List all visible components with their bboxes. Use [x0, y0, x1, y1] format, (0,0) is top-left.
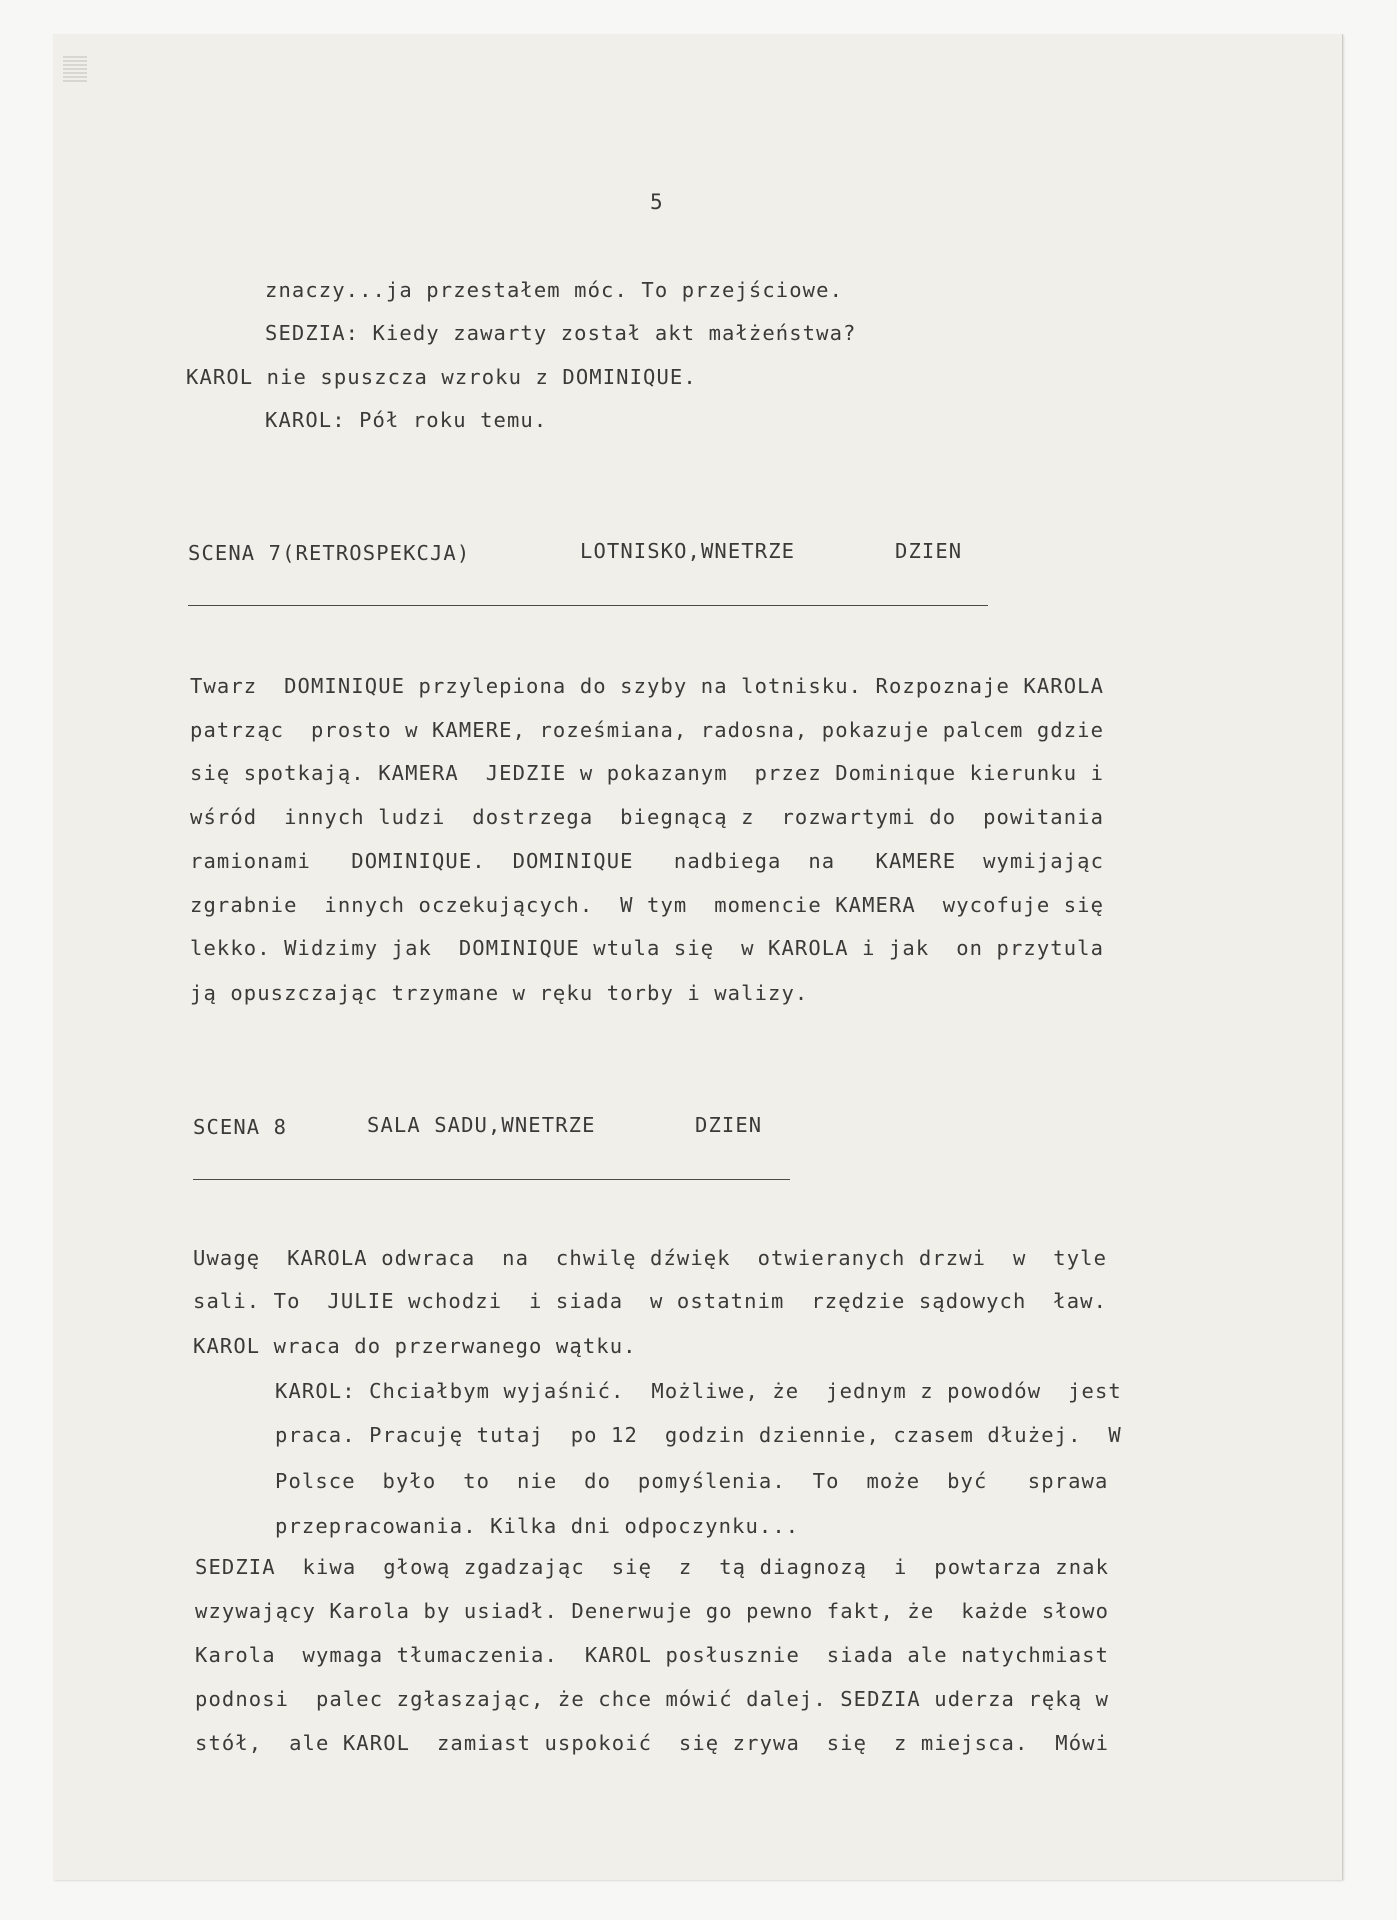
scene-8-location: SALA SADU,WNETRZE	[367, 1113, 596, 1137]
scene-7-number: SCENA 7(RETROSPEKCJA)	[188, 541, 471, 565]
scene-8-closing-line: wzywający Karola by usiadł. Denerwuje go pewno fakt, że każde słowo	[195, 1599, 1110, 1623]
scene-8-number: SCENA 8	[193, 1115, 288, 1139]
dialogue-line-karol: KAROL: Pół roku temu.	[265, 408, 548, 432]
scene-8-action-line: sali. To JULIE wchodzi i siada w ostatnim rzędzie sądowych ław.	[193, 1289, 1108, 1313]
corner-stamp-mark	[63, 56, 87, 82]
scene-8-time: DZIEN	[695, 1113, 763, 1137]
scene-8-dialogue-line: KAROL: Chciałbym wyjaśnić. Możliwe, że jednym z powodów jest	[275, 1379, 1122, 1403]
scene-8-action-line: KAROL wraca do przerwanego wątku.	[193, 1334, 637, 1358]
scene-8-closing-line: SEDZIA kiwa głową zgadzając się z tą diagnozą i powtarza znak	[195, 1555, 1110, 1579]
scene-7-line: wśród innych ludzi dostrzega biegnącą z rozwartymi do powitania	[190, 805, 1105, 829]
scene-8-dialogue-line: przepracowania. Kilka dni odpoczynku...	[275, 1514, 800, 1538]
scene-7-line: Twarz DOMINIQUE przylepiona do szyby na lotnisku. Rozpoznaje KAROLA	[190, 674, 1105, 698]
scene-7-line: lekko. Widzimy jak DOMINIQUE wtula się w KAROLA i jak on przytula	[190, 936, 1105, 960]
scene-7-line: ramionami DOMINIQUE. DOMINIQUE nadbiega na KAMERE wymijając	[190, 849, 1105, 873]
scene-7-line: się spotkają. KAMERA JEDZIE w pokazanym przez Dominique kierunku i	[190, 761, 1105, 785]
scene-8-dialogue-line: Polsce było to nie do pomyślenia. To może być sprawa	[275, 1469, 1109, 1493]
scene-7-line: ją opuszczając trzymane w ręku torby i walizy.	[190, 981, 809, 1005]
scene-7-location: LOTNISKO,WNETRZE	[580, 539, 796, 563]
dialogue-line-sedzia: SEDZIA: Kiedy zawarty został akt małżeństwa?	[265, 321, 857, 345]
scene-8-underline	[193, 1179, 790, 1180]
scene-8-closing-line: podnosi palec zgłaszając, że chce mówić dalej. SEDZIA uderza ręką w	[195, 1687, 1110, 1711]
scene-7-line: zgrabnie innych oczekujących. W tym momencie KAMERA wycofuje się	[190, 893, 1105, 917]
action-line: KAROL nie spuszcza wzroku z DOMINIQUE.	[186, 365, 697, 389]
scene-7-line: patrząc prosto w KAMERE, roześmiana, radosna, pokazuje palcem gdzie	[190, 718, 1105, 742]
scene-8-action-line: Uwagę KAROLA odwraca na chwilę dźwięk otwieranych drzwi w tyle	[193, 1246, 1108, 1270]
scene-8-closing-line: stół, ale KAROL zamiast uspokoić się zrywa się z miejsca. Mówi	[195, 1731, 1110, 1755]
scene-7-time: DZIEN	[895, 539, 963, 563]
page-number: 5	[650, 190, 663, 214]
scene-7-underline	[188, 605, 988, 606]
scene-8-dialogue-line: praca. Pracuję tutaj po 12 godzin dziennie, czasem dłużej. W	[275, 1423, 1122, 1447]
dialogue-continuation: znaczy...ja przestałem móc. To przejściowe.	[265, 278, 844, 302]
scene-8-closing-line: Karola wymaga tłumaczenia. KAROL posłusznie siada ale natychmiast	[195, 1643, 1110, 1667]
